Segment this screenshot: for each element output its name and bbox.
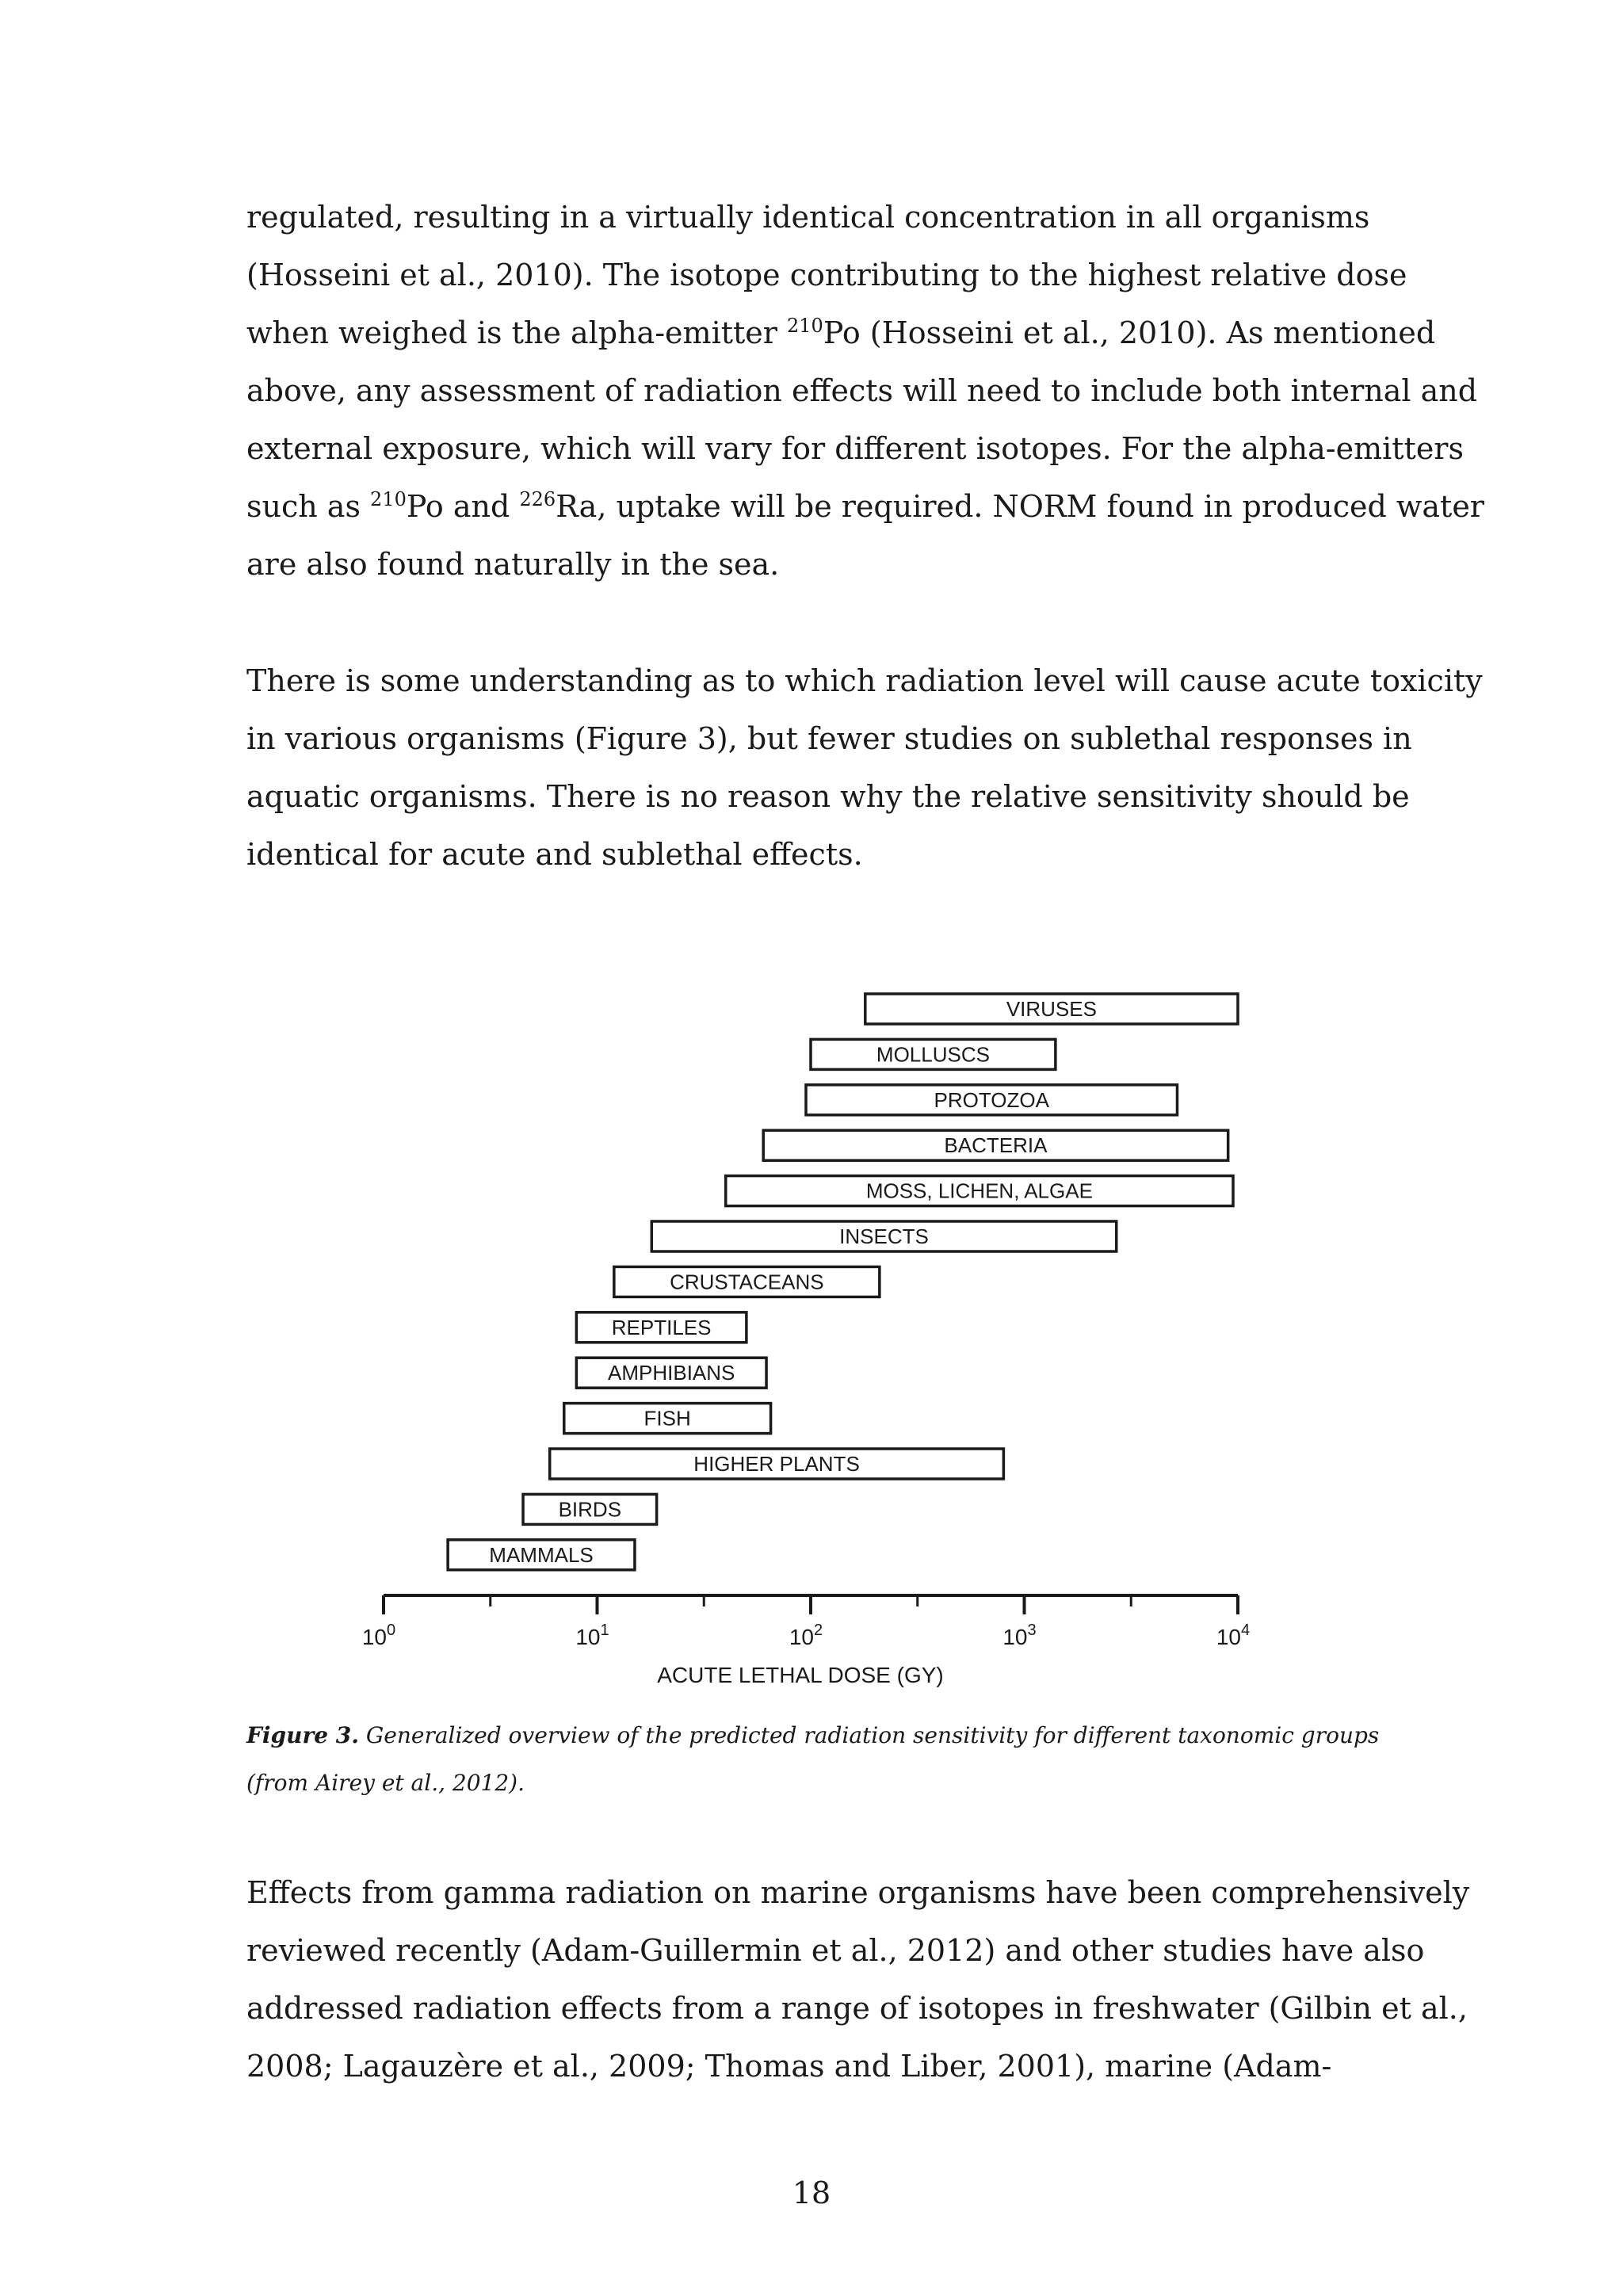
tick-exponent: 2 <box>814 1622 823 1639</box>
text-run: 2008; Lagauzère et al., 2009; Thomas and Liber, 2001), marine (Adam- <box>246 2049 1332 2084</box>
bar-label: VIRUSES <box>1006 997 1097 1021</box>
bar-label: BACTERIA <box>944 1133 1048 1158</box>
text-line <box>246 1980 1468 2038</box>
bar-label: BIRDS <box>558 1497 622 1522</box>
bar-label: CRUSTACEANS <box>670 1270 824 1294</box>
text-run: There is some understanding as to which radiation level will cause acute toxicity <box>246 663 1483 698</box>
text-run: (Hosseini et al., 2010). The isotope contributing to the highest relative dose <box>246 258 1407 292</box>
text-run: Po (Hosseini et al., 2010). As mentioned <box>823 315 1436 350</box>
text-run: in various organisms (Figure 3), but fewer studies on sublethal responses in <box>246 721 1412 756</box>
text-run: identical for acute and sublethal effects. <box>246 837 863 872</box>
tick-base: 10 <box>1216 1625 1242 1649</box>
tick-label <box>1216 1622 1250 1649</box>
bar-label: FISH <box>643 1406 691 1431</box>
caption-line-1: Generalized overview of the predicted radiation sensitivity for different taxonomic groups <box>359 1722 1380 1748</box>
text-run: external exposure, which will vary for different isotopes. For the alpha-emitters <box>246 431 1464 466</box>
bar-label: MOLLUSCS <box>876 1042 990 1067</box>
x-axis-label: ACUTE LETHAL DOSE (GY) <box>657 1663 944 1687</box>
tick-exponent: 1 <box>600 1622 609 1639</box>
text-run: Effects from gamma radiation on marine organisms have been comprehensively <box>246 1875 1470 1910</box>
tick-exponent: 3 <box>1027 1622 1037 1639</box>
caption-line-2: (from Airey et al., 2012). <box>246 1770 525 1796</box>
text-run: reviewed recently (Adam-Guillermin et al., 2012) and other studies have also <box>246 1933 1425 1968</box>
figure-caption <box>246 1712 1388 1807</box>
figure-label: Figure 3. <box>246 1722 359 1748</box>
bar-label: AMPHIBIANS <box>608 1361 735 1385</box>
text-line <box>246 1864 1470 1922</box>
bar-label: INSECTS <box>839 1224 929 1248</box>
tick-label <box>362 1622 395 1649</box>
tick-base: 10 <box>1002 1625 1028 1649</box>
bar-label: PROTOZOA <box>934 1087 1049 1112</box>
text-run: when weighed is the alpha-emitter <box>246 315 787 350</box>
bar-label: MOSS, LICHEN, ALGAE <box>865 1179 1093 1203</box>
text-line <box>246 1922 1425 1980</box>
tick-label <box>789 1622 823 1649</box>
text-run: Po and <box>406 489 520 524</box>
superscript: 210 <box>787 315 823 337</box>
tick-base: 10 <box>575 1625 601 1649</box>
text-run: Ra, uptake will be required. NORM found in produced water <box>556 489 1484 524</box>
bar-label: HIGHER PLANTS <box>693 1452 860 1476</box>
text-run: above, any assessment of radiation effects will need to include both internal and <box>246 373 1478 408</box>
bar-label: MAMMALS <box>489 1542 594 1567</box>
page-number: 18 <box>792 2176 831 2210</box>
text-run: regulated, resulting in a virtually identical concentration in all organisms <box>246 200 1370 235</box>
tick-label <box>1002 1622 1036 1649</box>
tick-exponent: 0 <box>387 1622 396 1639</box>
bar-label: REPTILES <box>611 1315 712 1339</box>
paragraph-3 <box>246 1864 1470 2095</box>
tick-label <box>575 1622 609 1649</box>
text-line <box>246 2038 1380 2095</box>
text-run: such as <box>246 489 371 524</box>
text-run: addressed radiation effects from a range of isotopes in freshwater (Gilbin et al., <box>246 1991 1468 2026</box>
superscript: 226 <box>519 488 556 510</box>
tick-base: 10 <box>361 1625 388 1649</box>
text-run: aquatic organisms. There is no reason why the relative sensitivity should be <box>246 779 1410 814</box>
tick-base: 10 <box>789 1625 815 1649</box>
tick-exponent: 4 <box>1241 1622 1251 1639</box>
superscript: 210 <box>370 488 407 510</box>
text-run: are also found naturally in the sea. <box>246 547 780 582</box>
